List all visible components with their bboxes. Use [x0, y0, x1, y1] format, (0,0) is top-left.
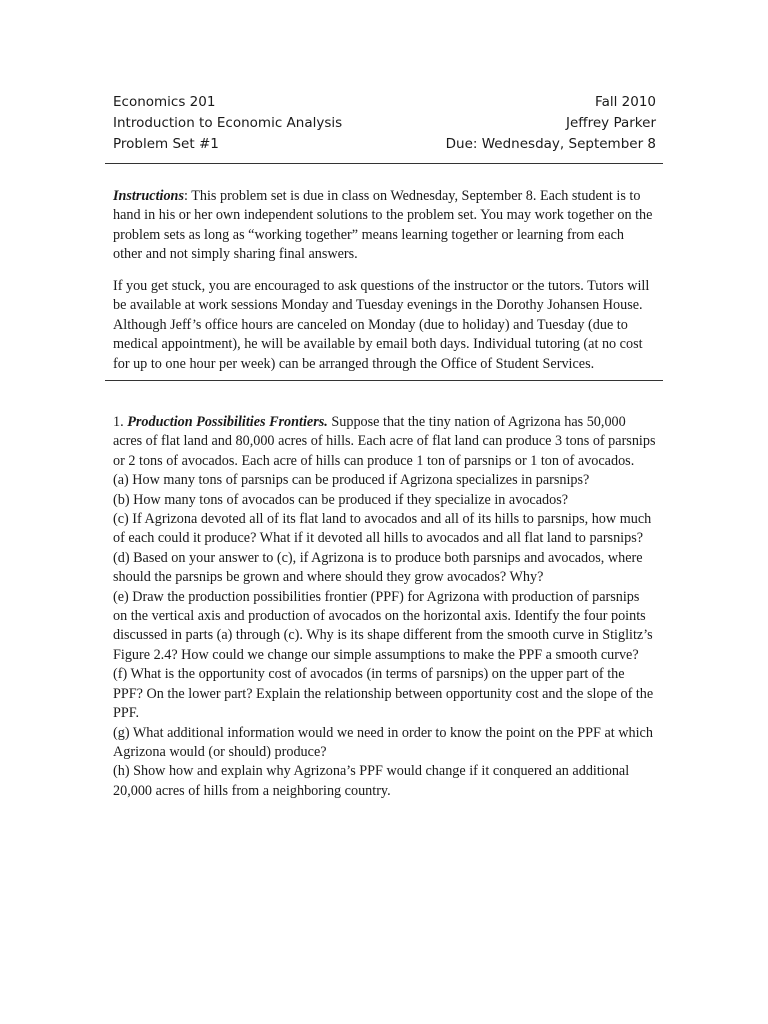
problem-set-title: Problem Set #1 [113, 136, 219, 152]
course-term: Fall 2010 [595, 94, 656, 110]
instructions-label: Instructions [113, 188, 184, 204]
question-1-intro [113, 413, 656, 471]
bottom-divider [105, 380, 663, 381]
question-intro-text: Suppose that the tiny nation of Agrizona has 50,000 acres of flat land and 80,000 acres of hills. Each acre of flat land can produce 3 tons of parsnips or 2 tons of avocados. Each acre of hills can produce 1 ton of parsnips or 1 ton of avocados. [113, 414, 656, 469]
question-part-c: (c) If Agrizona devoted all of its flat land to avocados and all of its hills to parsnips, how much of each could it produce? What if it devoted all hills to avocados and all flat land to parsnips? [113, 511, 652, 547]
help-paragraph [113, 277, 656, 374]
course-title: Introduction to Economic Analysis [113, 115, 343, 131]
header-row-1 [113, 92, 656, 113]
question-part-d: (d) Based on your answer to (c), if Agrizona is to produce both parsnips and avocados, where should the parsnips be grown and where should they grow avocados? Why? [113, 549, 643, 586]
instructions-paragraph [113, 187, 656, 265]
question-part-e: (e) Draw the production possibilities frontier (PPF) for Agrizona with production of parsnips on the vertical axis and production of avocados on the horizontal axis. Identify the four points discussed in parts (a) through (c). Why is its shape different from the smooth curve in Stiglitz’s Figure 2.4? How could we change our simple assumptions to make the PPF a smooth curve? [113, 588, 653, 663]
question-number: 1. [113, 414, 128, 430]
header-row-2 [113, 113, 656, 134]
question-part-h: (h) Show how and explain why Agrizona’s PPF would change if it conquered an additional 20,000 acres of hills from a neighboring country. [113, 763, 630, 799]
course-number: Economics 201 [113, 94, 216, 110]
instructor-name: Jeffrey Parker [566, 115, 656, 131]
help-text: If you get stuck, you are encouraged to ask questions of the instructor or the tutors. Tutors will be available at work sessions Monday and Tuesday evenings in the Dorothy Johansen House. Although Jeff’s office hours are canceled on Monday (due to holiday) and Tuesday (due to medical appointment), he will be available by email both days. Individual tutoring (at no cost for up to one hour per week) can be arranged through the Office of Student Services. [113, 278, 650, 372]
course-header [113, 92, 656, 155]
question-part-a: (a) How many tons of parsnips can be produced if Agrizona specializes in parsnips? [113, 472, 590, 489]
top-divider [105, 163, 663, 164]
question-title: Production Possibilities Frontiers. [127, 414, 328, 430]
header-row-3 [113, 134, 656, 155]
instructions-text: : This problem set is due in class on Wednesday, September 8. Each student is to hand in his or her own independent solutions to the problem set. You may work together on the problem sets as long as “working together” means learning together or learning from each other and not simply sharing final answers. [113, 188, 653, 263]
due-date: Due: Wednesday, September 8 [445, 136, 656, 152]
question-1 [113, 413, 656, 801]
question-part-g: (g) What additional information would we need in order to know the point on the PPF at which Agrizona would (or should) produce? [113, 724, 653, 760]
question-part-b: (b) How many tons of avocados can be produced if they specialize in avocados? [113, 491, 569, 508]
question-part-f: (f) What is the opportunity cost of avocados (in terms of parsnips) on the upper part of the PPF? On the lower part? Explain the relationship between opportunity cost and the slope of the PPF. [113, 666, 654, 722]
